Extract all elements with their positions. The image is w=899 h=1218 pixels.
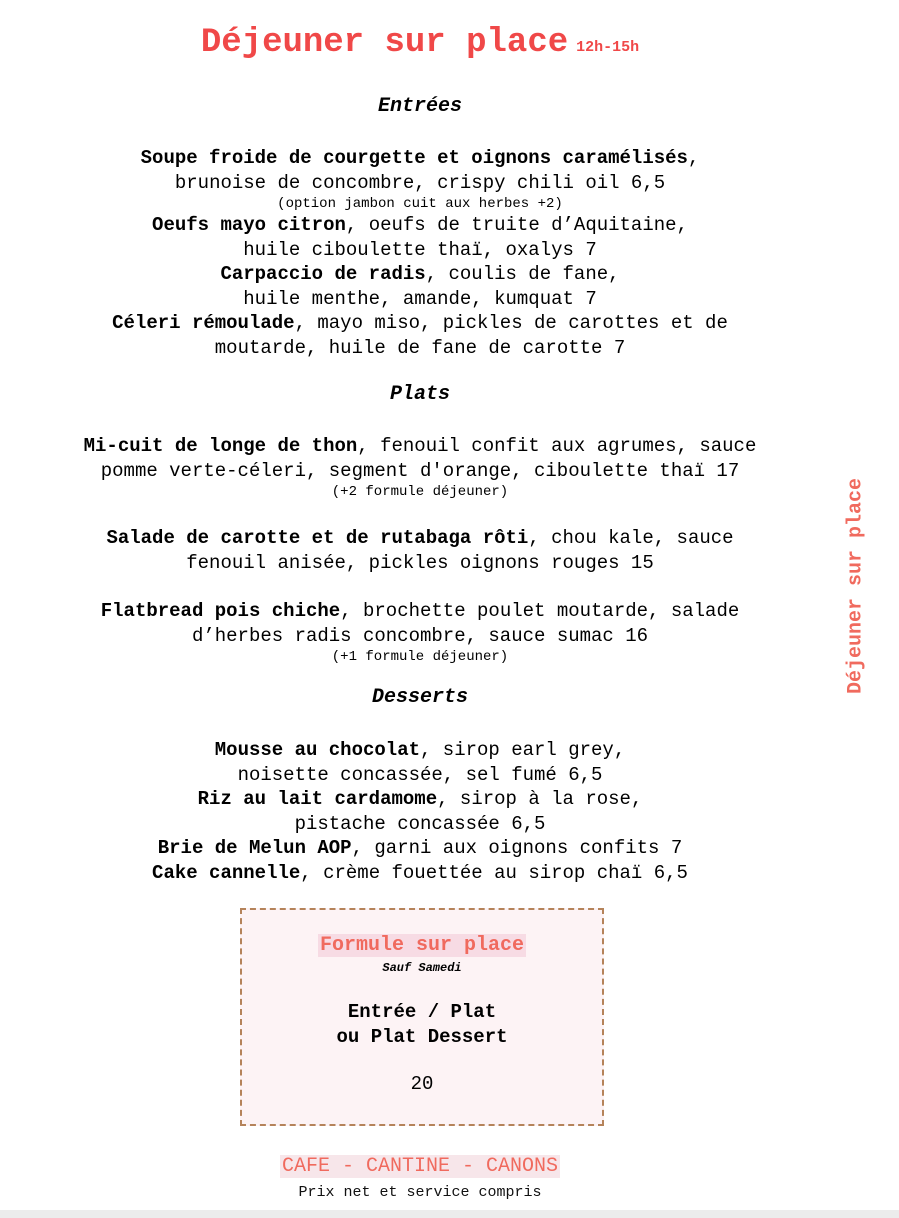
formule-title: Formule sur place — [319, 934, 525, 957]
item-note: (+2 formule déjeuner) — [331, 484, 509, 500]
item-name: Mousse au chocolat — [214, 739, 420, 761]
formule-line: Entrée / Plat — [347, 1001, 497, 1023]
item-description-2: moutarde, huile de fane de carotte 7 — [214, 336, 626, 359]
entrees-list — [0, 146, 840, 360]
formule-subtitle: Sauf Samedi — [382, 961, 462, 975]
plats-item-1 — [0, 434, 840, 501]
item-description: , brochette poulet moutarde, salade — [340, 600, 740, 622]
item-description: , garni aux oignons confits 7 — [351, 837, 683, 859]
menu-item — [0, 738, 840, 787]
item-description-2: fenouil anisée, pickles oignons rouges 15 — [186, 551, 654, 574]
item-description: , coulis de fane, — [425, 263, 620, 285]
item-description-2: huile menthe, amande, kumquat 7 — [243, 287, 597, 310]
item-name: Mi-cuit de longe de thon — [83, 435, 358, 457]
menu-item — [0, 787, 840, 836]
page-title: Déjeuner sur place — [200, 24, 569, 62]
item-name: Flatbread pois chiche — [100, 600, 341, 622]
item-description: , crème fouettée au sirop chaï 6,5 — [300, 861, 688, 884]
formule-description — [242, 1000, 602, 1050]
item-description-2: pistache concassée 6,5 — [294, 812, 546, 835]
menu-item — [0, 213, 840, 262]
item-name: Oeufs mayo citron — [152, 214, 346, 236]
footer-brand: CAFE - CANTINE - CANONS — [281, 1155, 559, 1178]
plats-item-2 — [0, 526, 840, 575]
section-title-desserts: Desserts — [371, 686, 468, 709]
menu-item — [0, 311, 840, 360]
item-description: , chou kale, sauce — [528, 527, 734, 549]
item-name: Céleri rémoulade — [112, 312, 295, 334]
item-name: Riz au lait cardamome — [197, 788, 438, 810]
side-label: Déjeuner sur place — [844, 477, 868, 695]
bottom-bar — [0, 1210, 899, 1218]
item-description: , mayo miso, pickles de carottes et de — [294, 312, 728, 334]
section-title-plats: Plats — [389, 383, 450, 406]
item-description-2: d’herbes radis concombre, sauce sumac 16 — [191, 624, 649, 647]
page-header — [0, 24, 840, 62]
menu-item — [0, 146, 840, 213]
item-description-2: huile ciboulette thaï, oxalys 7 — [243, 238, 597, 261]
item-description: , oeufs de truite d’Aquitaine, — [345, 214, 688, 236]
item-name: Soupe froide de courgette et oignons caramélisés — [140, 147, 688, 169]
desserts-list — [0, 738, 840, 885]
plats-item-3 — [0, 599, 840, 666]
item-description-2: noisette concassée, sel fumé 6,5 — [237, 763, 603, 786]
section-title-entrees: Entrées — [377, 95, 462, 118]
item-name: Brie de Melun AOP — [157, 837, 352, 859]
service-hours: 12h-15h — [576, 39, 640, 56]
item-note: (+1 formule déjeuner) — [331, 649, 509, 665]
menu-item — [0, 836, 840, 861]
item-description-2: brunoise de concombre, crispy chili oil 6,5 — [174, 171, 666, 194]
formule-box — [240, 908, 604, 1126]
item-note: (option jambon cuit aux herbes +2) — [277, 196, 563, 212]
item-description: , sirop à la rose, — [437, 788, 643, 810]
item-name: Carpaccio de radis — [220, 263, 426, 285]
item-description: , — [687, 147, 700, 169]
menu-item — [0, 262, 840, 311]
formule-price: 20 — [410, 1073, 434, 1095]
item-name: Salade de carotte et de rutabaga rôti — [106, 527, 529, 549]
item-description: , sirop earl grey, — [420, 739, 626, 761]
formule-line: ou Plat Dessert — [336, 1026, 508, 1048]
footer-note: Prix net et service compris — [298, 1184, 542, 1201]
menu-item — [0, 861, 840, 886]
item-name: Cake cannelle — [152, 861, 301, 884]
item-description: , fenouil confit aux agrumes, sauce — [357, 435, 757, 457]
item-description-2: pomme verte-céleri, segment d'orange, ciboulette thaï 17 — [100, 459, 740, 482]
